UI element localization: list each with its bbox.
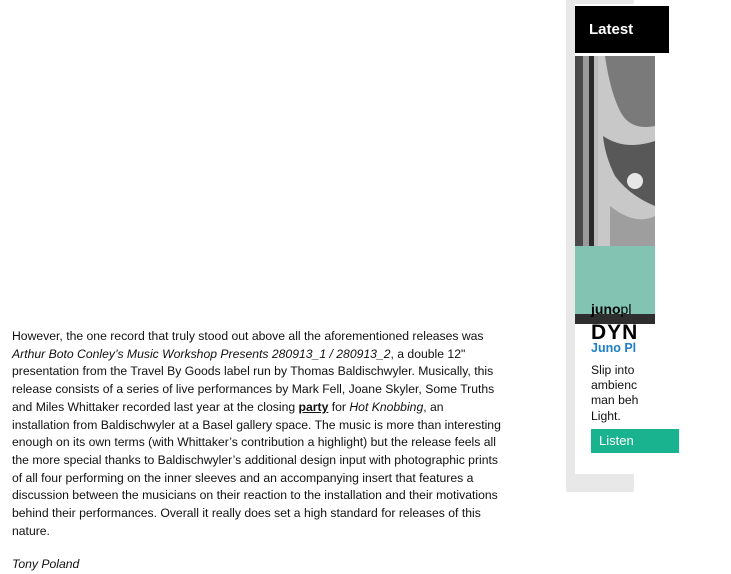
- sidebar-card: [575, 4, 655, 474]
- promo-line: man beh: [591, 393, 639, 408]
- article-body: [12, 328, 502, 574]
- paragraph-text: , a double 12" presentation from the Travel By Goods label run by Thomas Baldischwyler. Musically, this release consists of a series of live performances by Mark Fell, Joane Skyler, Some Truths and Miles Whittaker recorded last year at the closing: [12, 346, 495, 414]
- promo-description: [591, 363, 731, 424]
- listen-button[interactable]: Listen: [591, 429, 679, 453]
- article-author: Tony Poland: [12, 557, 80, 572]
- paragraph-intro: However, the one record that truly stood out above all the aforementioned releases was: [12, 329, 484, 343]
- banner-headline: DYN: [591, 321, 639, 344]
- promo-title-link[interactable]: Juno Pl: [591, 341, 637, 355]
- banner-artwork: [575, 56, 655, 324]
- promo-banner[interactable]: [575, 56, 655, 344]
- party-link[interactable]: party: [298, 399, 329, 414]
- paragraph-for: for: [328, 399, 350, 414]
- sidebar: [566, 0, 639, 492]
- banner-brand: junopl: [591, 301, 632, 317]
- sidebar-header: Latest: [575, 6, 669, 53]
- release-title: Arthur Boto Conley’s Music Workshop Presents 280913_1 / 280913_2: [12, 346, 391, 361]
- promo-line: ambienc: [591, 378, 638, 393]
- paragraph-rest: , an installation from Baldischwyler at a Basel gallery space. The music is more than interesting enough on its own terms (with Whittaker’s contribution a highlight) but the release feels all the more special thanks to Baldischwyler’s additional design input with photographic prints of all four performing on the inner sleeves and an accompanying insert that features a discussion between the musicians on their reaction to the installation and their motivations behind their performances. Overall it really does set a high standard for releases of this nature.: [12, 399, 501, 538]
- installation-title: Hot Knobbing: [349, 399, 424, 414]
- promo-line: Slip into: [591, 363, 635, 377]
- article-paragraph: [12, 328, 502, 540]
- promo-line: Light.: [591, 408, 621, 423]
